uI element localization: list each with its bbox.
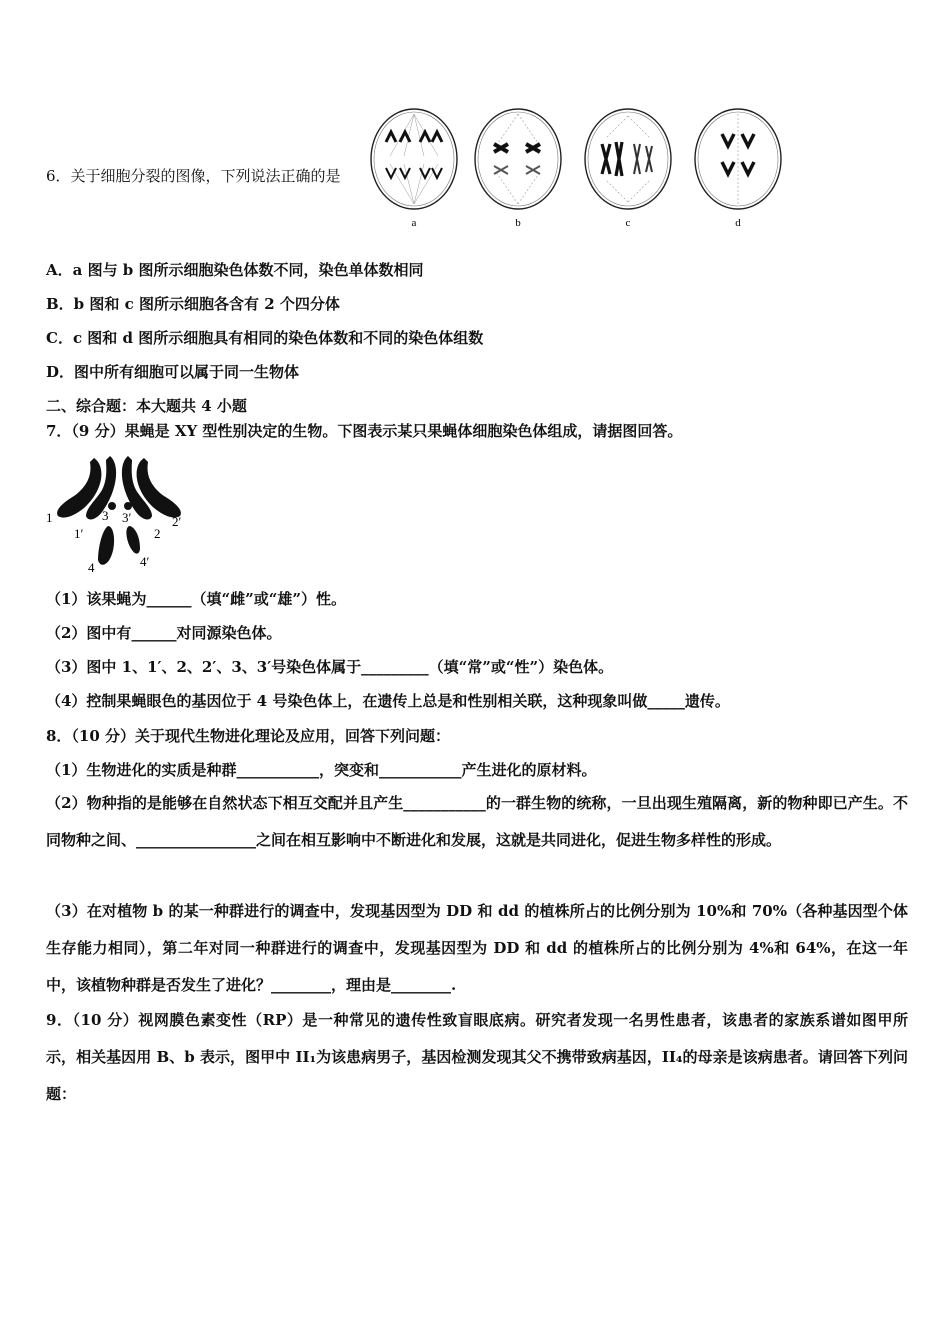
q8-sub-3: （3）在对植物 b 的某一种群进行的调查中，发现基因型为 DD 和 dd 的植株所占的比例分别为 10%和 70%（各种基因型个体生存能力相同），第二年对同一种群进行的调查中，发现基因型为 DD 和 dd 的植株所占的比例分别为 4%和 64%，在这一年中，该植物种群是否发生了进化？________，理由是________. — [46, 902, 908, 994]
q6-option-d: D．图中所有细胞可以属于同一生物体 — [46, 363, 300, 381]
cell-a-image — [371, 109, 457, 209]
q6-option-a: A．a 图与 b 图所示细胞染色体数不同，染色单体数相同 — [46, 261, 424, 279]
q8-stem: 8．（10 分）关于现代生物进化理论及应用，回答下列问题： — [46, 727, 451, 745]
q7-sub-1: （1）该果蝇为______（填“雌”或“雄”）性。 — [46, 590, 346, 608]
chromosome-label-1: 1 — [46, 510, 53, 525]
cell-a-label: a — [411, 217, 417, 229]
fruit-fly-chromosome-figure — [44, 450, 194, 578]
q8-sub-2: （2）物种指的是能够在自然状态下相互交配并且产生___________的一群生物的统称，一旦出现生殖隔离，新的物种即已产生。不同物种之间、________________之间在相互影响中不断进化和发展，这就是共同进化，促进生物多样性的形成。 — [46, 794, 908, 849]
cell-division-figure — [370, 104, 790, 232]
chromosome-label-4-prime: 4′ — [140, 554, 150, 569]
q9-text: 9．（10 分）视网膜色素变性（RP）是一种常见的遗传性致盲眼底病。研究者发现一名男性患者，该患者的家族系谱如图甲所示，相关基因用 B、b 表示，图甲中 II₁为该患病男子，基因检测发现其父不携带致病基因，II₄的母亲是该病患者。请回答下列问题： — [46, 1011, 908, 1103]
cell-d-label: d — [735, 217, 741, 229]
chromosome-label-2: 2 — [154, 526, 161, 541]
q7-sub-2: （2）图中有______对同源染色体。 — [46, 624, 282, 642]
cell-d-image — [695, 109, 781, 209]
cell-b-image — [475, 109, 561, 209]
chromosome-label-3-prime: 3′ — [122, 510, 132, 525]
q6-option-b: B．b 图和 c 图所示细胞各含有 2 个四分体 — [46, 295, 340, 313]
q8-sub-1: （1）生物进化的实质是种群___________，突变和___________产生进化的原材料。 — [46, 761, 597, 779]
q7-stem: 7．（9 分）果蝇是 XY 型性别决定的生物。下图表示某只果蝇体细胞染色体组成，请据图回答。 — [46, 422, 683, 440]
chromosome-label-3: 3 — [102, 508, 109, 523]
section-heading: 二、综合题：本大题共 4 小题 — [46, 397, 247, 415]
chromosome-label-4: 4 — [88, 560, 95, 575]
chromosome-label-1-prime: 1′ — [74, 526, 84, 541]
cell-b-label: b — [515, 217, 521, 229]
chromosome-label-2-prime: 2′ — [172, 514, 182, 529]
cell-c-label: c — [625, 217, 631, 229]
cell-c-image — [585, 109, 671, 209]
q6-stem: 6．关于细胞分裂的图像，下列说法正确的是 — [46, 167, 341, 185]
q7-sub-4: （4）控制果蝇眼色的基因位于 4 号染色体上，在遗传上总是和性别相关联，这种现象叫做_____遗传。 — [46, 692, 730, 710]
q7-sub-3: （3）图中 1、1′、2、2′、3、3′号染色体属于_________（填“常”或“性”）染色体。 — [46, 658, 614, 676]
q6-option-c: C．c 图和 d 图所示细胞具有相同的染色体数和不同的染色体组数 — [46, 329, 484, 347]
